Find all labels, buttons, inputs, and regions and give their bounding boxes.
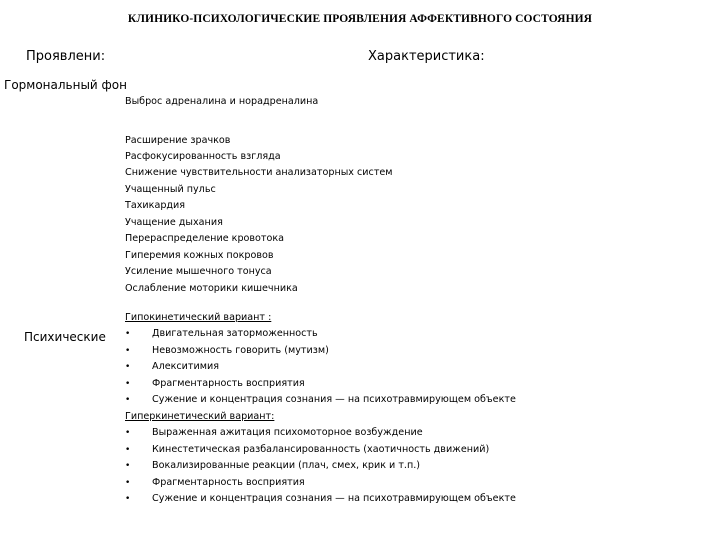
column-header-characteristics: Характеристика: [368, 49, 485, 64]
hypokinetic-item [125, 361, 219, 372]
hyperkinetic-item-text: Фрагментарность восприятия [152, 477, 305, 488]
hormonal-item: Гиперемия кожных покровов [125, 250, 274, 261]
hypokinetic-item [125, 345, 329, 356]
hypokinetic-item [125, 378, 305, 389]
bullet-icon: • [125, 395, 131, 405]
page-title: КЛИНИКО-ПСИХОЛОГИЧЕСКИЕ ПРОЯВЛЕНИЯ АФФЕКТИВНОГО СОСТОЯНИЯ [127, 13, 593, 25]
hormonal-item: Снижение чувствительности анализаторных систем [125, 167, 393, 178]
bullet-icon: • [125, 478, 131, 488]
hypokinetic-item-text: Алекситимия [152, 361, 219, 372]
hyperkinetic-item-text: Выраженная ажитация психомоторное возбуждение [152, 427, 423, 438]
hypokinetic-item-text: Сужение и концентрация сознания — на психотравмирующем объекте [152, 394, 516, 405]
hypokinetic-item-text: Двигательная заторможенность [152, 328, 318, 339]
hypokinetic-item-text: Фрагментарность восприятия [152, 378, 305, 389]
hyperkinetic-item [125, 493, 516, 504]
hyperkinetic-item [125, 460, 420, 471]
bullet-icon: • [125, 494, 131, 504]
hypokinetic-title: Гипокинетический вариант : [125, 312, 272, 323]
bullet-icon: • [125, 329, 131, 339]
bullet-icon: • [125, 379, 131, 389]
hyperkinetic-item-text: Кинестетическая разбалансированность (хаотичность движений) [152, 444, 490, 455]
hormonal-item: Тахикардия [125, 200, 186, 211]
hormonal-item: Учащение дыхания [125, 217, 223, 228]
hormonal-item: Усиление мышечного тонуса [125, 266, 272, 277]
bullet-icon: • [125, 428, 131, 438]
hypokinetic-item [125, 394, 516, 405]
hypokinetic-item-text: Невозможность говорить (мутизм) [152, 345, 329, 356]
hormonal-item: Перераспределение кровотока [125, 233, 285, 244]
bullet-icon: • [125, 461, 131, 471]
section-label-hormonal: Гормональный фон [4, 78, 127, 92]
column-header-manifestations: Проявлени: [26, 49, 106, 64]
bullet-icon: • [125, 346, 131, 356]
hormonal-item: Учащенный пульс [125, 184, 216, 195]
hypokinetic-item [125, 328, 318, 339]
hyperkinetic-item [125, 477, 305, 488]
hyperkinetic-item [125, 444, 489, 455]
hormonal-main-text: Выброс адреналина и норадреналина [125, 96, 319, 107]
bullet-icon: • [125, 362, 131, 372]
hyperkinetic-item-text: Сужение и концентрация сознания — на психотравмирующем объекте [152, 493, 516, 504]
bullet-icon: • [125, 445, 131, 455]
section-label-psychic: Психические [24, 330, 106, 344]
hormonal-item: Расширение зрачков [125, 135, 231, 146]
hyperkinetic-title: Гиперкинетический вариант: [125, 411, 275, 422]
hormonal-item: Расфокусированность взгляда [125, 151, 281, 162]
hyperkinetic-item [125, 427, 423, 438]
hormonal-item: Ослабление моторики кишечника [125, 283, 298, 294]
hyperkinetic-item-text: Вокализированные реакции (плач, смех, крик и т.п.) [152, 460, 421, 471]
